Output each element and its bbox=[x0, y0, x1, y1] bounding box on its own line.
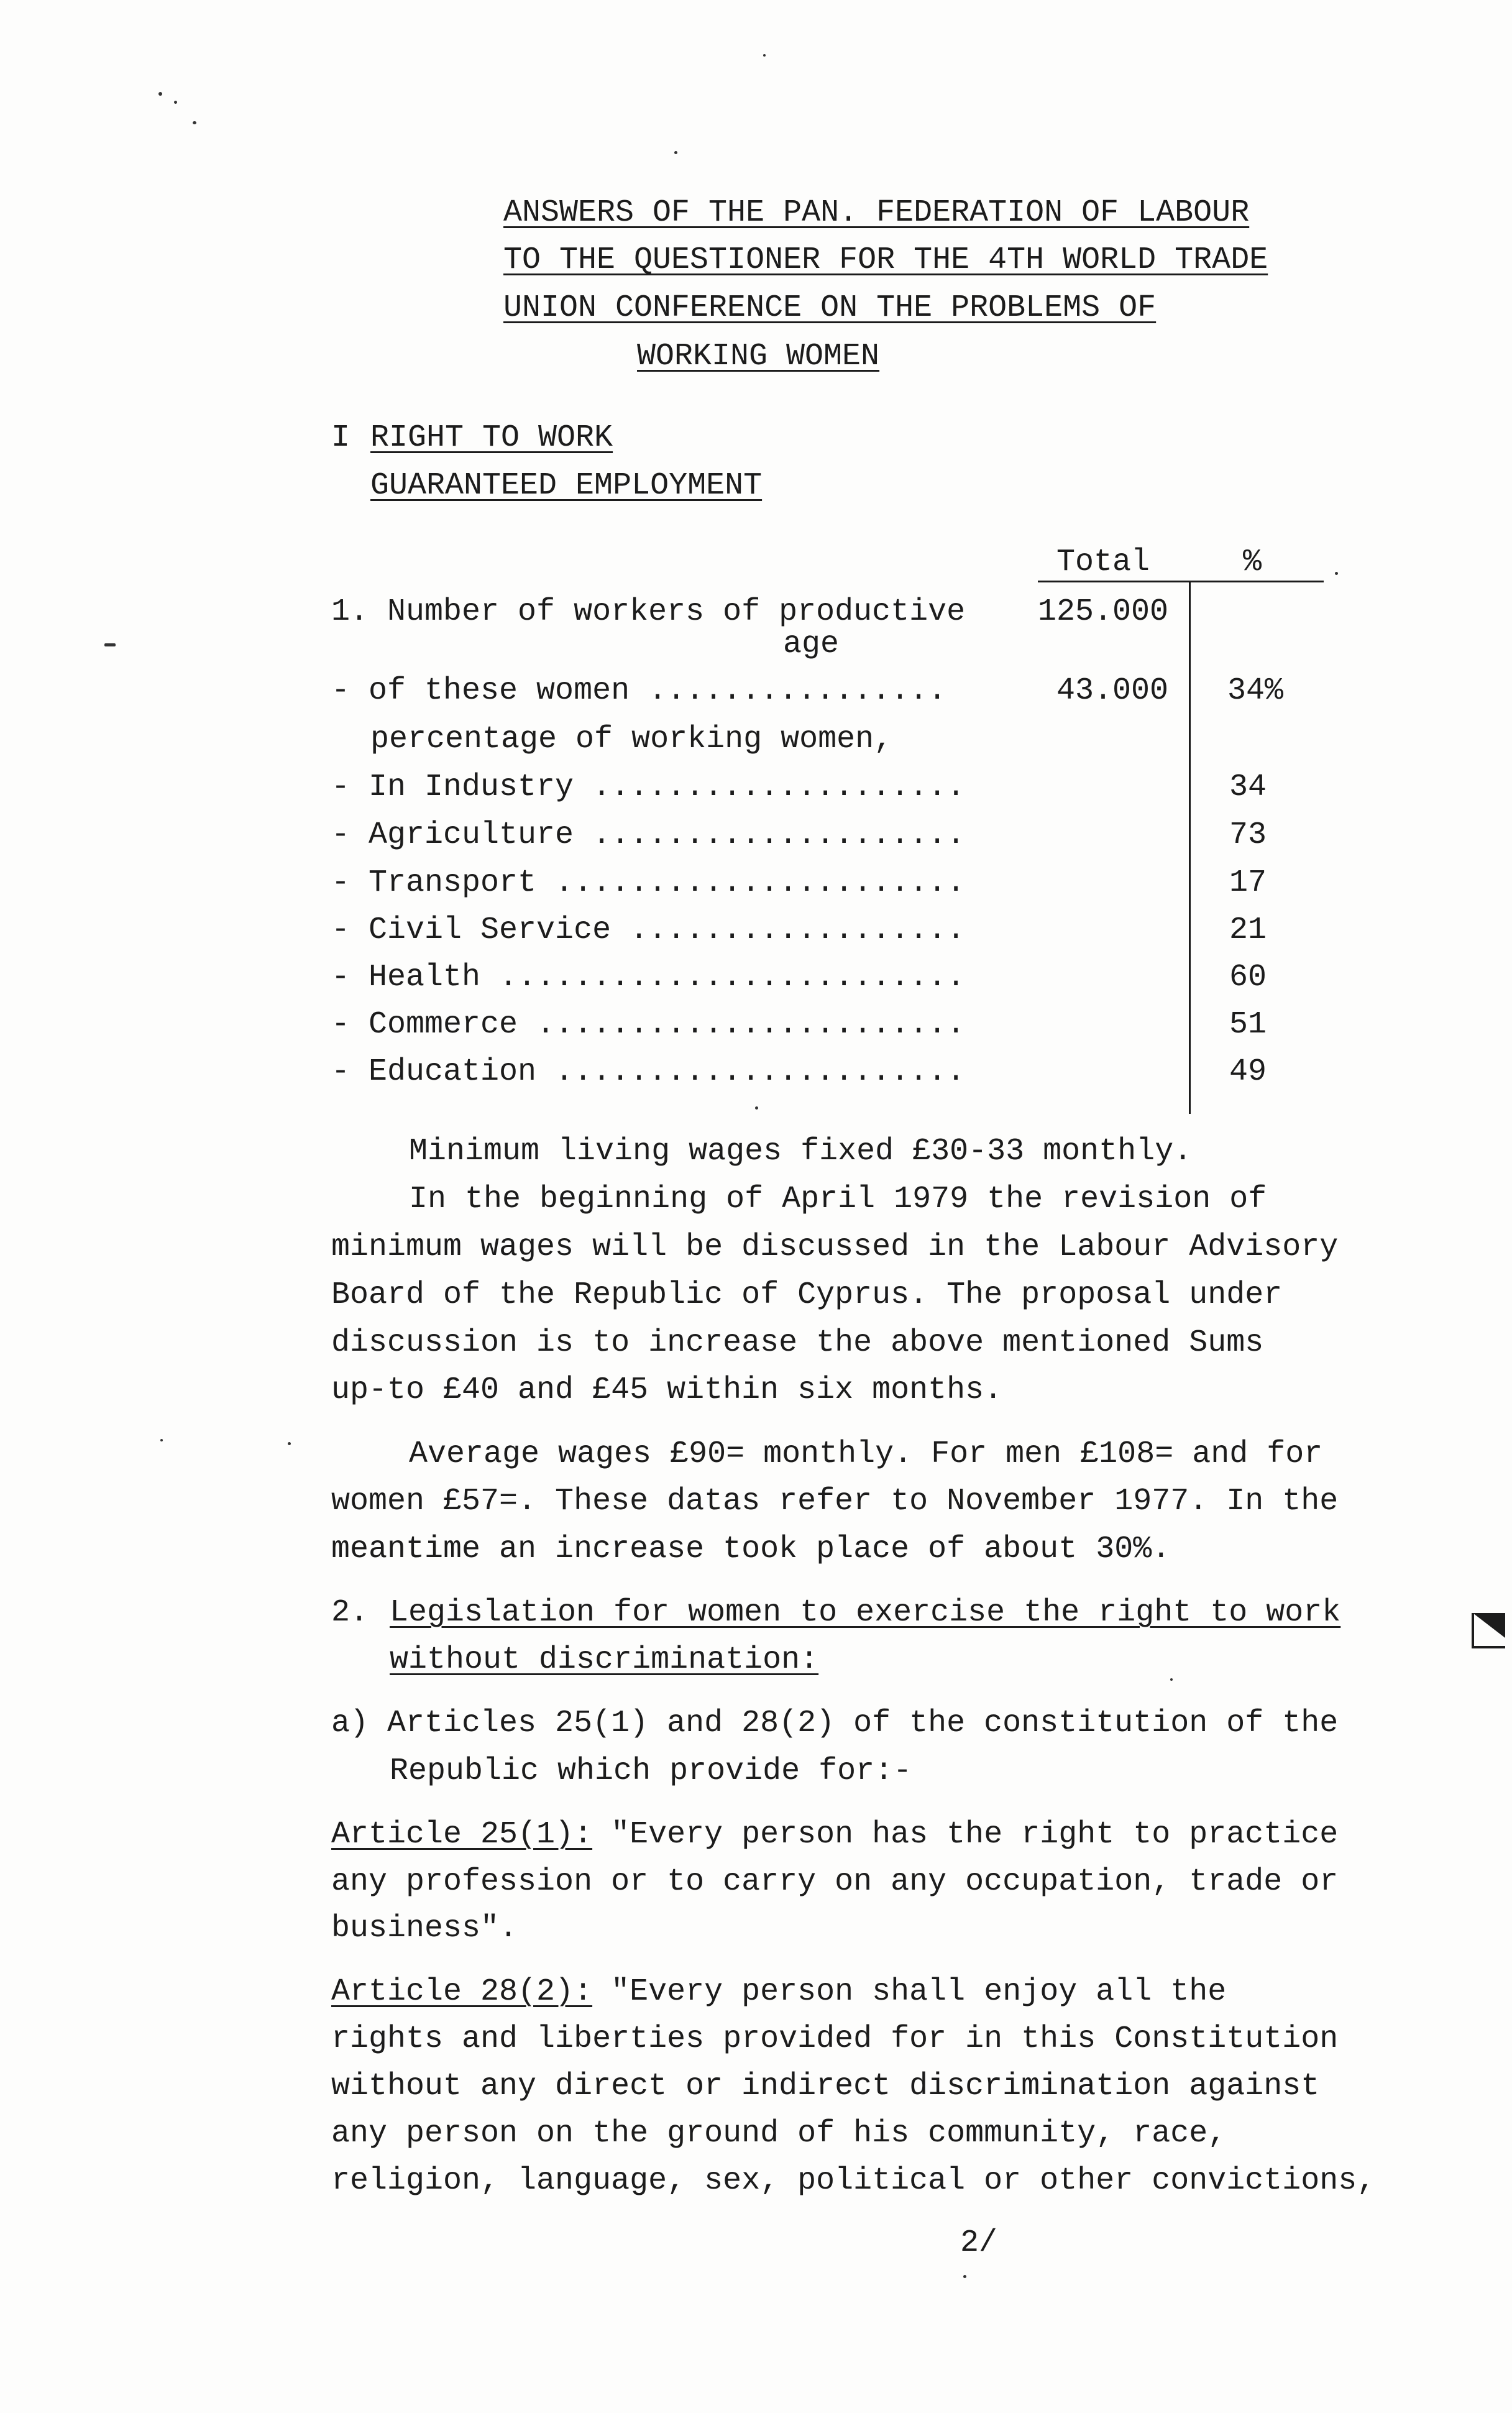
corner-mark-icon bbox=[1467, 1610, 1510, 1653]
title-line-1: ANSWERS OF THE PAN. FEDERATION OF LABOUR bbox=[503, 195, 1250, 231]
text-line: women £57=. These datas refer to November 1977. In the bbox=[331, 1484, 1339, 1519]
speck bbox=[674, 151, 677, 154]
header-rule bbox=[1038, 581, 1324, 582]
sector-row-label: - In Industry .................... bbox=[331, 770, 966, 805]
sector-row-percent: 51 bbox=[1229, 1007, 1267, 1042]
column-header-total: Total bbox=[1056, 545, 1150, 580]
text-line: minimum wages will be discussed in the Labour Advisory bbox=[331, 1229, 1339, 1265]
sector-row-percent: 49 bbox=[1229, 1054, 1267, 1090]
sector-row-label: - Transport ...................... bbox=[331, 865, 966, 901]
text-line: Republic which provide for:- bbox=[390, 1753, 912, 1789]
article-28-line-1 bbox=[331, 1974, 1227, 2010]
sector-row-percent: 60 bbox=[1229, 960, 1267, 995]
text-line: rights and liberties provided for in this Constitution bbox=[331, 2021, 1339, 2057]
speck bbox=[755, 1106, 758, 1110]
row-productive-age-label-cont: age bbox=[783, 627, 840, 662]
speck bbox=[174, 101, 177, 104]
section-numeral: I bbox=[331, 420, 351, 456]
sector-row-label: - Commerce ....................... bbox=[331, 1007, 966, 1042]
page-continuation-marker: 2/ bbox=[960, 2225, 998, 2261]
article-25-label: Article 25(1): bbox=[331, 1817, 593, 1852]
row-women-percent: 34% bbox=[1227, 673, 1284, 709]
text-line: up-to £40 and £45 within six months. bbox=[331, 1372, 1003, 1408]
article-28-text: "Every person shall enjoy all the bbox=[611, 1974, 1227, 2010]
speck bbox=[104, 643, 116, 646]
row-women-total: 43.000 bbox=[1056, 673, 1168, 709]
title-line-3: UNION CONFERENCE ON THE PROBLEMS OF bbox=[503, 290, 1157, 326]
speck bbox=[160, 1439, 163, 1441]
item-2-number: 2. bbox=[331, 1595, 369, 1630]
column-divider bbox=[1189, 581, 1191, 1114]
text-line: In the beginning of April 1979 the revision of bbox=[409, 1182, 1267, 1217]
speck bbox=[963, 2275, 966, 2278]
sector-row-percent: 17 bbox=[1229, 865, 1267, 901]
title-line-4: WORKING WOMEN bbox=[637, 339, 880, 374]
section-heading: RIGHT TO WORK bbox=[370, 420, 613, 456]
article-28-label: Article 28(2): bbox=[331, 1974, 593, 2010]
speck bbox=[158, 92, 162, 96]
text-line: any profession or to carry on any occupation, trade or bbox=[331, 1864, 1339, 1900]
speck bbox=[763, 54, 766, 57]
paragraph-minimum-wages: Minimum living wages fixed £30-33 monthly. bbox=[409, 1134, 1193, 1169]
speck bbox=[1170, 1678, 1173, 1681]
sector-row-label: - Education ...................... bbox=[331, 1054, 966, 1090]
sector-row-label: - Health ......................... bbox=[331, 960, 966, 995]
item-2-heading-line-2: without discrimination: bbox=[390, 1642, 819, 1678]
text-line: a) Articles 25(1) and 28(2) of the constitution of the bbox=[331, 1706, 1339, 1741]
sector-row-label: - Civil Service .................. bbox=[331, 912, 966, 948]
sector-row-percent: 21 bbox=[1229, 912, 1267, 948]
row-productive-age-label: 1. Number of workers of productive bbox=[331, 594, 966, 630]
column-header-percent: % bbox=[1243, 545, 1262, 580]
speck bbox=[193, 121, 196, 124]
sector-row-label: - Agriculture .................... bbox=[331, 817, 966, 853]
text-line: Average wages £90= monthly. For men £108= and for bbox=[409, 1436, 1323, 1472]
title-line-2: TO THE QUESTIONER FOR THE 4TH WORLD TRADE bbox=[503, 242, 1268, 278]
text-line: without any direct or indirect discrimination against bbox=[331, 2069, 1320, 2104]
text-line: religion, language, sex, political or other convictions, bbox=[331, 2163, 1376, 2199]
text-line: discussion is to increase the above mentioned Sums bbox=[331, 1325, 1264, 1361]
article-25-line-1 bbox=[331, 1819, 1338, 1850]
section-subheading: GUARANTEED EMPLOYMENT bbox=[370, 468, 763, 503]
sector-row-percent: 34 bbox=[1229, 770, 1267, 805]
text-line: business". bbox=[331, 1911, 518, 1946]
row-women-label: - of these women ................ bbox=[331, 673, 947, 709]
speck bbox=[288, 1442, 291, 1445]
text-line: any person on the ground of his community, race, bbox=[331, 2116, 1227, 2151]
text-line: meantime an increase took place of about 30%. bbox=[331, 1532, 1171, 1567]
item-2-heading-line-1: Legislation for women to exercise the right to work bbox=[390, 1595, 1341, 1630]
row-productive-age-total: 125.000 bbox=[1037, 594, 1168, 630]
sector-row-percent: 73 bbox=[1229, 817, 1267, 853]
article-25-text: "Every person has the right to practice bbox=[611, 1817, 1339, 1852]
text-line: Board of the Republic of Cyprus. The proposal under bbox=[331, 1277, 1283, 1313]
speck bbox=[1335, 572, 1338, 575]
row-percentage-label: percentage of working women, bbox=[370, 722, 893, 757]
